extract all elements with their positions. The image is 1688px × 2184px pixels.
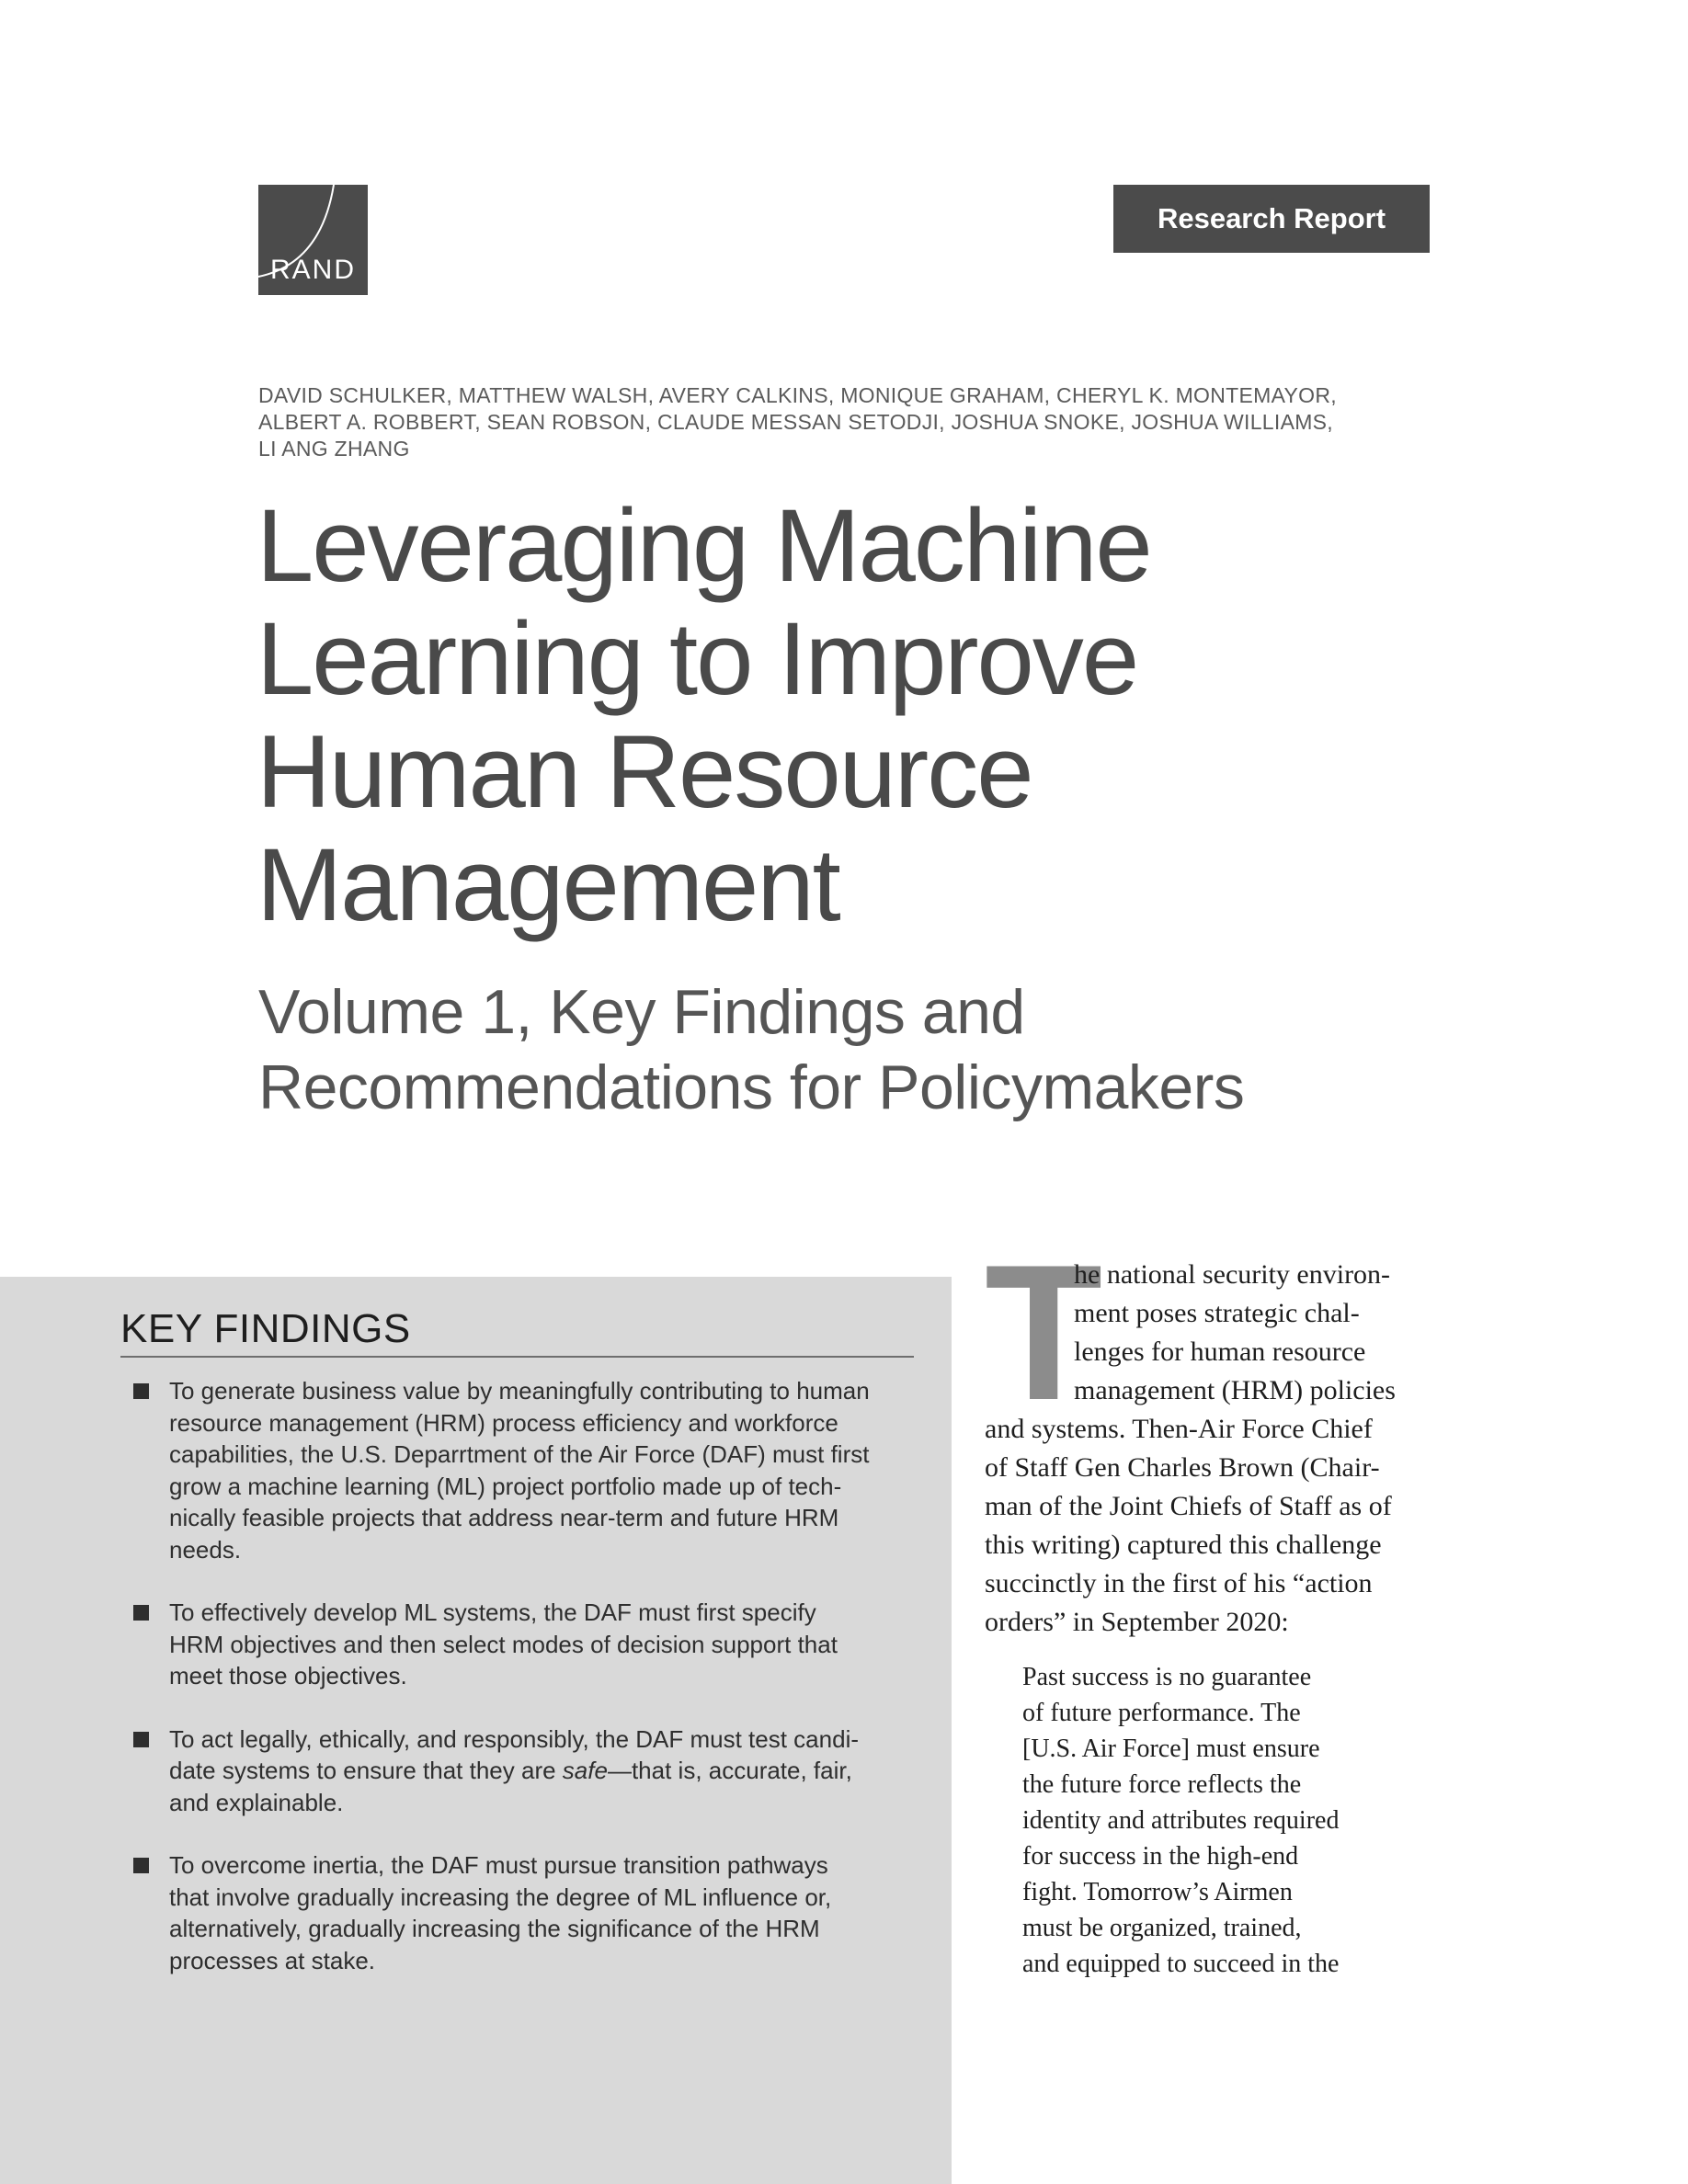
body-line: and systems. Then-Air Force Chief [985,1414,1373,1444]
author-line: LI ANG ZHANG [258,437,410,461]
author-list [258,382,1435,462]
quote-line: must be organized, trained, [1022,1914,1302,1942]
finding-line: that involve gradually increasing the degree of ML influence or, [169,1883,832,1911]
page-title [257,489,1452,941]
square-bullet-icon [133,1383,149,1399]
finding-line: nically feasible projects that address near-term and future HRM [169,1504,839,1531]
quote-line: of future performance. The [1022,1699,1301,1727]
title-line: Leveraging Machine [257,488,1151,603]
quote-line: for success in the high-end [1022,1842,1299,1871]
finding-line: To generate business value by meaningfully contributing to human [169,1377,870,1405]
finding-line: To effectively develop ML systems, the DAF must first specify [169,1598,816,1626]
square-bullet-icon [133,1858,149,1873]
author-line: DAVID SCHULKER, MATTHEW WALSH, AVERY CALKINS, MONIQUE GRAHAM, CHERYL K. MONTEMAYOR, [258,383,1337,407]
subtitle-line: Recommendations for Policymakers [258,1052,1245,1122]
drop-cap: T [985,1224,1103,1440]
finding-line: HRM objectives and then select modes of decision support that [169,1630,838,1658]
body-line: ment poses strategic chal- [1074,1298,1360,1328]
body-line: lenges for human resource [1074,1337,1366,1367]
finding-line [169,1755,920,1787]
key-findings-list [120,1375,920,2008]
quote-line: the future force reflects the [1022,1770,1302,1799]
title-line: Management [257,827,839,942]
body-text [985,1224,1435,1642]
body-line: succinctly in the first of his “action [985,1568,1373,1598]
author-line: ALBERT A. ROBBERT, SEAN ROBSON, CLAUDE MESSAN SETODJI, JOSHUA SNOKE, JOSHUA WILLIAMS, [258,410,1333,434]
body-line: man of the Joint Chiefs of Staff as of [985,1491,1392,1521]
finding-line: needs. [169,1535,242,1564]
finding-item [120,1723,920,1819]
finding-line: grow a machine learning (ML) project portfolio made up of tech- [169,1472,842,1500]
block-quote [1022,1659,1409,1982]
finding-text: date systems to ensure that they are [169,1757,556,1784]
key-findings-divider [120,1356,914,1358]
body-line: orders” in September 2020: [985,1607,1289,1637]
finding-line: capabilities, the U.S. Deparrtment of the Air Force (DAF) must first [169,1440,870,1468]
finding-line: processes at stake. [169,1946,375,1974]
quote-line: fight. Tomorrow’s Airmen [1022,1878,1293,1906]
quote-line: identity and attributes required [1022,1806,1340,1835]
body-line: this writing) captured this challenge [985,1530,1382,1560]
finding-line: meet those objectives. [169,1662,407,1689]
title-line: Human Resource [257,714,1032,829]
finding-text: —that is, accurate, fair, [607,1757,852,1784]
quote-line: [U.S. Air Force] must ensure [1022,1735,1320,1763]
finding-item [120,1597,920,1692]
rand-logo [258,185,368,295]
finding-item [120,1375,920,1565]
subtitle-line: Volume 1, Key Findings and [258,977,1025,1047]
finding-line: To overcome inertia, the DAF must pursue transition pathways [169,1851,828,1879]
logo-text: RAND [269,255,356,285]
page-subtitle [258,974,1454,1125]
quote-line: Past success is no guarantee [1022,1663,1312,1691]
key-findings-heading: KEY FINDINGS [120,1306,411,1351]
finding-item [120,1849,920,1976]
quote-line: and equipped to succeed in the [1022,1950,1340,1978]
body-line: of Staff Gen Charles Brown (Chair- [985,1452,1380,1483]
emphasis-text: safe [562,1757,608,1784]
body-line: management (HRM) policies [1074,1375,1396,1405]
finding-line: resource management (HRM) process efficiency and workforce [169,1408,838,1437]
finding-line: To act legally, ethically, and responsibly, the DAF must test candi- [169,1724,860,1753]
research-report-badge: Research Report [1113,185,1430,253]
finding-line: and explainable. [169,1788,344,1816]
finding-line: alternatively, gradually increasing the significance of the HRM [169,1915,820,1942]
title-line: Learning to Improve [257,601,1138,716]
square-bullet-icon [133,1732,149,1747]
square-bullet-icon [133,1605,149,1621]
body-line: he national security environ- [1074,1259,1391,1290]
